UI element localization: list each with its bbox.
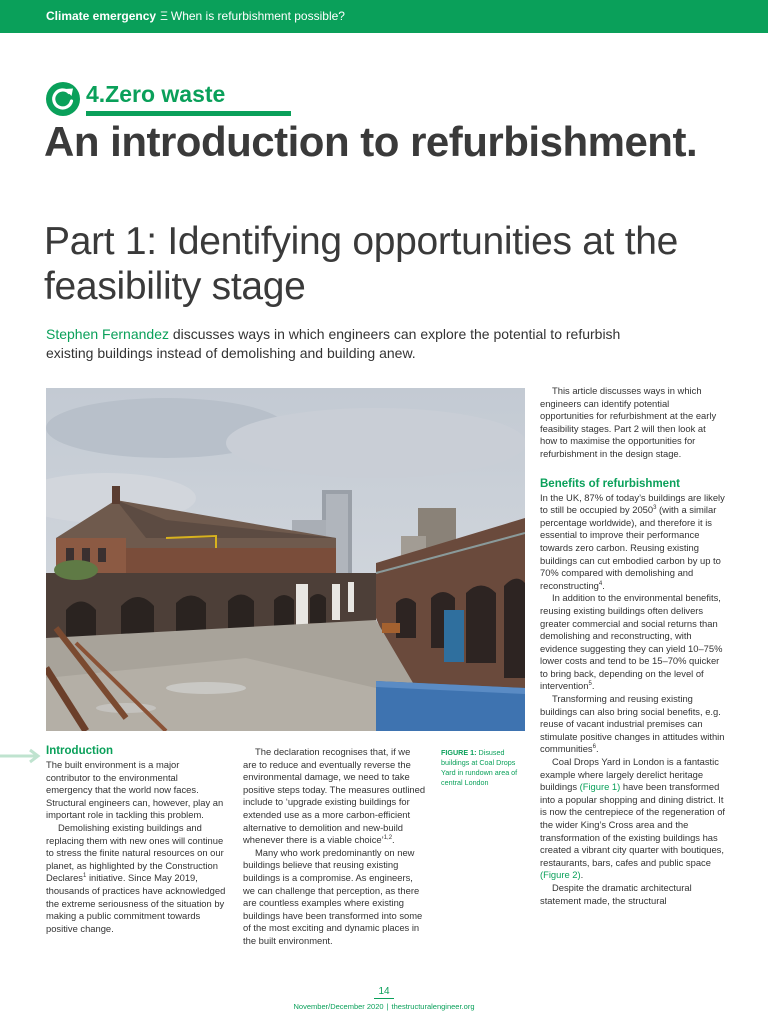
column4-paragraph-2b: . [591, 680, 595, 692]
article-subtitle: Part 1: Identifying opportunities at the feasibility stage [44, 220, 679, 308]
arrow-marker-icon [0, 748, 42, 764]
column-2 [243, 746, 426, 948]
figure-caption-text: Disused buildings at Coal Drops Yard in rundown area of central London [441, 748, 518, 787]
page-number-rule [374, 998, 394, 999]
header-topic: When is refurbishment possible? [170, 9, 345, 23]
reference-5: 5 [588, 681, 592, 688]
series-label: 4.Zero waste [86, 81, 226, 107]
column4-paragraph-1b: (with a similar percentage worldwide), and therefore it is essential to improve their performance towards zero carbon. Reusing existing buildings can cut embodied carbon by up to 70% compared with demolishing and reconstructing [540, 504, 721, 591]
column4-paragraph-1c: . [602, 579, 605, 591]
column2-paragraph-1 [243, 746, 426, 847]
reference-4: 4 [598, 580, 603, 587]
introduction-heading: Introduction [46, 745, 114, 757]
column4-paragraph-4b: have been transformed into a popular shopping and dining district. It is now the centrepiece of the regeneration of the wider King’s Cross area and the transformation of the existing buildings has created a vibrant city quarter with boutiques, restaurants, bars, cafes and public space [540, 781, 726, 868]
column4-paragraph-1a: In the UK, 87% of today’s buildings are likely to still be occupied by 2050 [540, 491, 725, 516]
figure-label: FIGURE 1: [441, 748, 477, 757]
reference-6: 6 [592, 744, 596, 751]
footer-info [0, 1002, 768, 1011]
column4-paragraph-2 [540, 592, 725, 693]
recycle-arrow-icon [46, 82, 80, 116]
column4-paragraph-3b: . [595, 743, 599, 755]
website[interactable]: thestructuralengineer.org [391, 1002, 475, 1011]
column1-paragraph-2a: Demolishing existing buildings and replacing them with new ones will continue to stress the finite natural resources on our planet, as highlighted by the Construction Declares [46, 821, 224, 884]
footer-divider: | [386, 1002, 389, 1011]
column-right [540, 385, 725, 907]
standfirst-text: discusses ways in which engineers can explore the potential to refurbish existing buildings instead of demolishing and building anew. [46, 326, 621, 361]
benefits-heading: Benefits of refurbishment [540, 477, 680, 490]
reference-1-2: 1,2 [383, 835, 393, 842]
column2-paragraph-1a: The declaration recognises that, if we are to reduce and eventually reverse the environmental damage, we need to take positive steps today. The measures outlined include to ‘upgrade existing buildings for extended use as a more carbon-efficient alternative to demolition and new-build whenever there is a viable choice’ [243, 746, 426, 846]
column4-paragraph-2a: In addition to the environmental benefits, reusing existing buildings often delivers greater commercial and social returns than demolishing and reconstructing, with evidence suggesting they can yield 10–75% lower costs and tend to be 15–70% quicker to bring back, depending on the level of intervention [540, 592, 723, 692]
figure-caption [441, 748, 526, 788]
footer-page-number [0, 986, 768, 997]
header-breadcrumb [46, 9, 345, 23]
figure-1-link[interactable]: (Figure 1) [579, 781, 621, 793]
column4-paragraph-4a: Coal Drops Yard in London is a fantastic example where largely derelict heritage buildings [540, 756, 719, 793]
column4-paragraph-4c: . [580, 869, 584, 881]
column2-paragraph-1b: . [392, 834, 395, 846]
column-1 [46, 744, 226, 935]
series-underline [86, 111, 291, 116]
issue-date: November/December 2020 [293, 1002, 384, 1011]
column1-paragraph-2 [46, 822, 226, 935]
column2-paragraph-2: Many who work predominantly on new buildings believe that reusing existing buildings is a compromise. As engineers, we can challenge that perception, as there are countless examples where existing buildings have been transformed into some of the most exciting and dynamic places in the built environment. [243, 846, 423, 946]
column4-paragraph-1 [540, 492, 725, 593]
column4-paragraph-5: Despite the dramatic architectural statement made, the structural [540, 881, 692, 906]
column4-paragraph-3a: Transforming and reusing existing buildings can also bring social benefits, e.g. reuse of vacant industrial premises can stimulate positive changes in attitudes within communities [540, 693, 725, 755]
standfirst [46, 325, 646, 363]
reference-1: 1 [83, 873, 87, 880]
column1-paragraph-1: The built environment is a major contributor to the environmental emergency that the world now faces. Structural engineers can, however, play an important role in tackling this problem. [46, 759, 224, 821]
column4-paragraph-4 [540, 756, 725, 882]
column4-paragraph-3 [540, 693, 725, 756]
column4-intro: This article discusses ways in which engineers can identify potential opportunities for refurbishment at the early feasibility stages. Part 2 will then look at how to maximise the opportunities for refurbishment in the design stage. [540, 385, 717, 459]
reference-3: 3 [653, 505, 657, 512]
page-number: 14 [378, 986, 390, 997]
coal-drops-yard-photo [46, 388, 525, 731]
figure-2-link[interactable]: (Figure 2) [540, 869, 581, 881]
header-separator: Ξ [160, 9, 168, 23]
column1-paragraph-2b: initiative. Since May 2019, thousands of practices have acknowledged the extreme seriousness of the situation by making a public commitment towards positive change. [46, 872, 226, 934]
header-section: Climate emergency [46, 9, 157, 23]
article-title: An introduction to refurbishment. [44, 118, 698, 165]
author-name: Stephen Fernandez [46, 326, 169, 342]
header-bar [0, 0, 768, 33]
